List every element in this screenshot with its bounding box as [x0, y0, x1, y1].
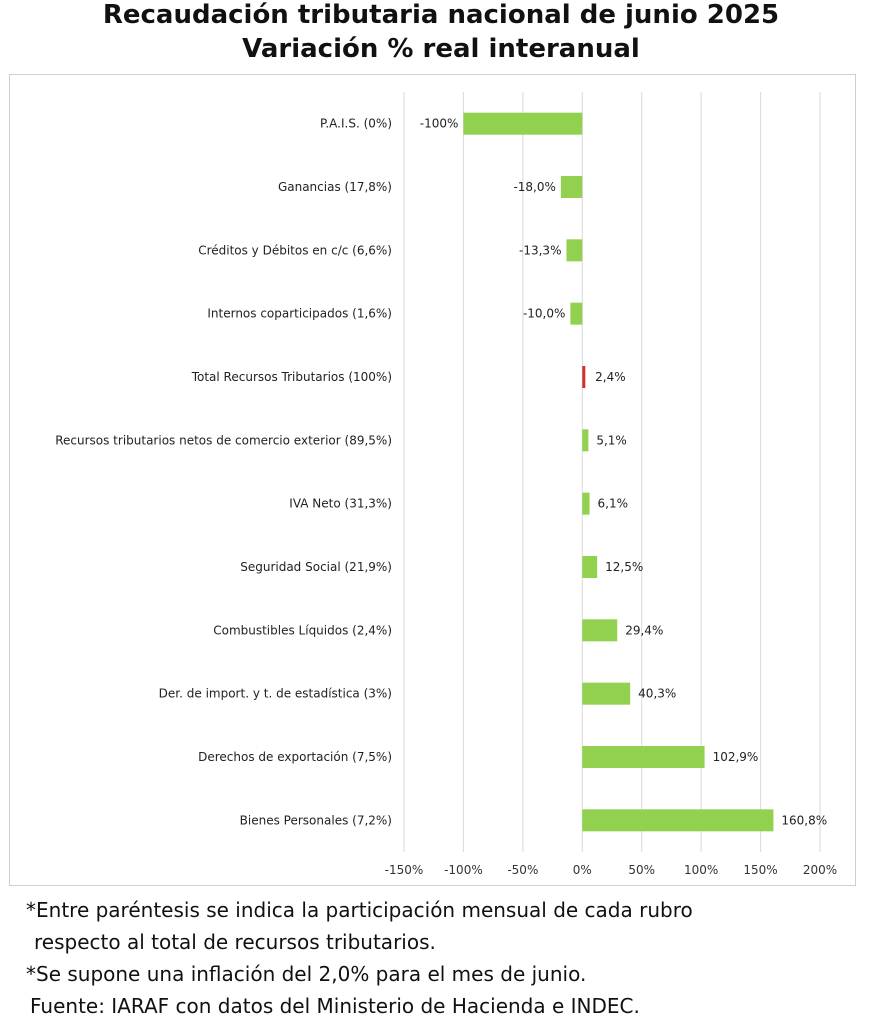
note-participation: *Entre paréntesis se indica la participación mensual de cada rubro: [26, 898, 693, 922]
data-label: -13,3%: [519, 243, 562, 258]
x-tick-label: 0%: [572, 863, 592, 877]
x-tick-label: -150%: [384, 863, 424, 877]
category-label: Internos coparticipados (1,6%): [207, 306, 392, 321]
bar: [463, 113, 582, 135]
x-tick-label: 100%: [683, 863, 719, 877]
note-participation-cont: respecto al total de recursos tributarios.: [34, 930, 436, 954]
category-label: Combustibles Líquidos (2,4%): [213, 623, 392, 638]
category-label: Seguridad Social (21,9%): [240, 560, 392, 574]
bar: [582, 429, 588, 451]
bar: [582, 366, 585, 388]
data-label: 160,8%: [781, 813, 828, 828]
category-label: Créditos y Débitos en c/c (6,6%): [198, 243, 392, 258]
data-label: 102,9%: [712, 750, 759, 764]
data-label: 12,5%: [605, 560, 644, 574]
data-label: 5,1%: [596, 433, 627, 448]
category-label: Der. de import. y t. de estadística (3%): [158, 686, 392, 701]
category-label: P.A.I.S. (0%): [320, 116, 392, 131]
category-label: Recursos tributarios netos de comercio exterior (89,5%): [55, 433, 392, 448]
category-labels: [55, 117, 392, 828]
value-labels: [420, 117, 827, 828]
category-label: IVA Neto (31,3%): [289, 496, 392, 511]
data-label: -10,0%: [522, 306, 566, 321]
category-label: Bienes Personales (7,2%): [239, 813, 392, 828]
x-tick-label: 50%: [628, 863, 656, 877]
data-label: 29,4%: [625, 623, 664, 638]
chart-title: Recaudación tributaria nacional de junio 2025: [102, 0, 780, 30]
data-label: -18,0%: [513, 180, 556, 194]
bar: [582, 809, 773, 831]
bar: [582, 746, 704, 768]
bar: [582, 683, 630, 705]
note-source: Fuente: IARAF con datos del Ministerio de Hacienda e INDEC.: [30, 994, 640, 1018]
data-label: 2,4%: [595, 370, 626, 384]
chart-subtitle: Variación % real interanual: [242, 34, 640, 64]
bar: [561, 176, 582, 198]
data-label: -100%: [419, 116, 459, 131]
bar: [566, 239, 582, 261]
x-tick-label: -50%: [507, 863, 539, 877]
note-inflation: *Se supone una inflación del 2,0% para el mes de junio.: [26, 962, 587, 986]
category-label: Total Recursos Tributarios (100%): [191, 370, 392, 384]
gridlines: [404, 92, 820, 852]
bars: [463, 113, 773, 832]
x-tick-label: 150%: [743, 863, 778, 877]
x-tick-label: 200%: [802, 863, 838, 877]
bar: [582, 493, 589, 515]
x-axis-tick-labels: [385, 863, 837, 877]
bar: [582, 556, 597, 578]
data-label: 40,3%: [638, 686, 677, 701]
bar: [582, 619, 617, 641]
x-tick-label: -100%: [444, 863, 483, 877]
bar: [570, 303, 582, 325]
category-label: Derechos de exportación (7,5%): [198, 750, 392, 764]
data-label: 6,1%: [597, 496, 629, 511]
category-label: Ganancias (17,8%): [277, 180, 392, 194]
